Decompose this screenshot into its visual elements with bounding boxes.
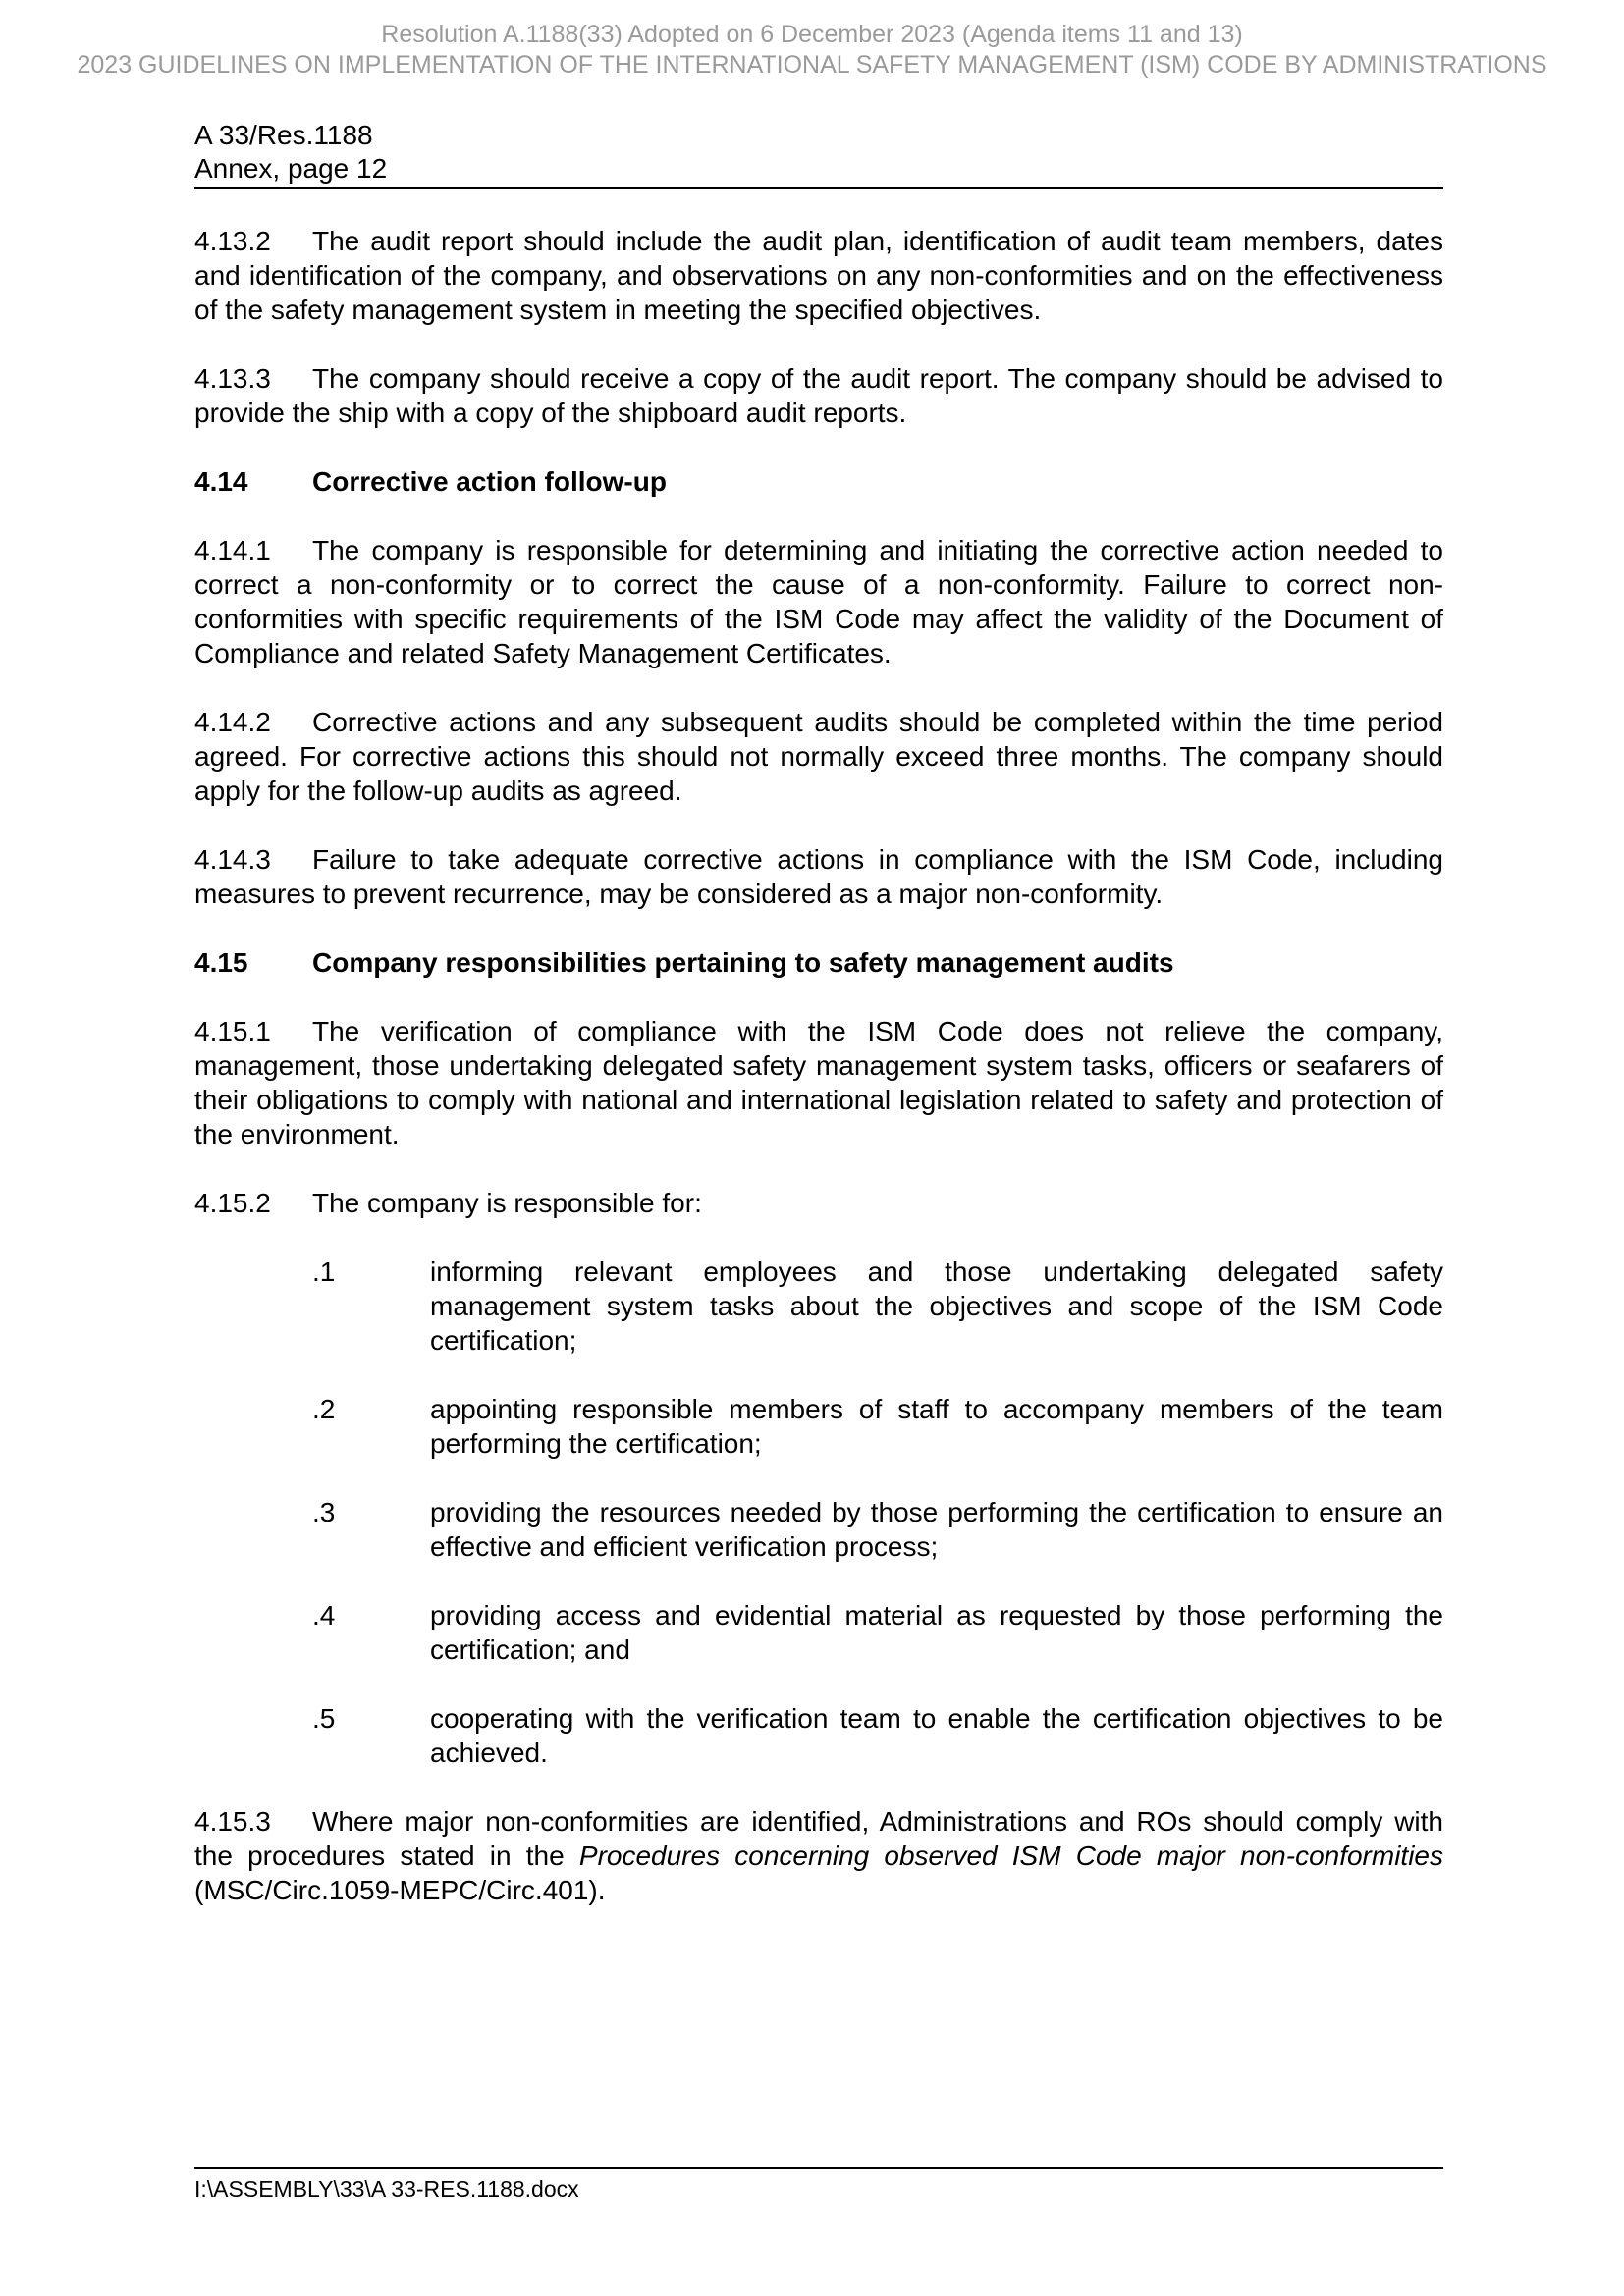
paragraph-text: Failure to take adequate corrective actions in compliance with the ISM Code, including measures to prevent recurrence, may be considered as a major non-conformity. xyxy=(194,844,1443,909)
paragraph-4-14-2 xyxy=(194,705,1443,808)
paragraph-4-14-1 xyxy=(194,533,1443,670)
heading-number: 4.14 xyxy=(194,466,248,497)
paragraph-text: The company should receive a copy of the audit report. The company should be advised to provide the ship with a copy of the shipboard audit reports. xyxy=(194,363,1443,428)
paragraph-text: Where major non-conformities are identified, Administrations and ROs should comply with the procedures stated in the xyxy=(194,1806,1443,1871)
page-header xyxy=(194,119,1443,189)
heading-title: Corrective action follow-up xyxy=(312,466,667,497)
list-item-text: cooperating with the verification team to enable the certification objectives to be achieved. xyxy=(430,1703,1443,1768)
list-item-number: .3 xyxy=(312,1497,336,1527)
paragraph-4-13-2 xyxy=(194,224,1443,327)
paragraph-text: The company is responsible for: xyxy=(312,1188,702,1218)
document-body xyxy=(194,224,1443,1942)
paragraph-number: 4.13.3 xyxy=(194,363,271,394)
watermark-resolution-line: Resolution A.1188(33) Adopted on 6 December 2023 (Agenda items 11 and 13) xyxy=(381,21,1243,48)
section-heading-4-15 xyxy=(194,945,1443,980)
paragraph-number: 4.14.2 xyxy=(194,707,271,737)
list-item-text: providing access and evidential material as requested by those performing the certification; and xyxy=(430,1600,1443,1665)
list-item-number: .5 xyxy=(312,1703,336,1734)
page-footer xyxy=(194,2167,1443,2203)
paragraph-number: 4.14.3 xyxy=(194,844,271,875)
list-item xyxy=(194,1598,1443,1667)
heading-number: 4.15 xyxy=(194,947,248,978)
paragraph-text: The company is responsible for determining and initiating the corrective action needed to correct a non-conformity or to correct the cause of a non-conformity. Failure to correct non-conformities with specific requirements of the ISM Code may affect the validity of the Document of Compliance and related Safety Management Certificates. xyxy=(194,535,1443,668)
circular-title-italic: Procedures concerning observed ISM Code major non-conformities xyxy=(578,1841,1444,1871)
list-item-number: .4 xyxy=(312,1600,336,1630)
list-item xyxy=(194,1701,1443,1770)
paragraph-4-13-3 xyxy=(194,361,1443,430)
paragraph-number: 4.13.2 xyxy=(194,226,271,256)
paragraph-text: Corrective actions and any subsequent audits should be completed within the time period agreed. For corrective actions this should not normally exceed three months. The company should apply for the follow-up audits as agreed. xyxy=(194,707,1443,806)
heading-title: Company responsibilities pertaining to safety management audits xyxy=(312,947,1174,978)
list-item-number: .2 xyxy=(312,1394,336,1424)
paragraph-4-15-2 xyxy=(194,1186,1443,1220)
list-item xyxy=(194,1255,1443,1358)
paragraph-4-15-1 xyxy=(194,1014,1443,1151)
file-path: I:\ASSEMBLY\33\A 33-RES.1188.docx xyxy=(194,2176,579,2202)
list-item xyxy=(194,1392,1443,1461)
paragraph-4-15-3 xyxy=(194,1804,1443,1907)
watermark-guidelines-title: 2023 GUIDELINES ON IMPLEMENTATION OF THE INTERNATIONAL SAFETY MANAGEMENT (ISM) CODE BY ADMINISTRATIONS xyxy=(77,51,1547,79)
paragraph-text: The verification of compliance with the ISM Code does not relieve the company, management, those undertaking delegated safety management system tasks, officers or seafarers of their obligations to comply with national and international legislation related to safety and protection of the environment. xyxy=(194,1016,1443,1149)
paragraph-number: 4.15.2 xyxy=(194,1188,271,1218)
paragraph-number: 4.15.1 xyxy=(194,1016,271,1046)
list-item-text: providing the resources needed by those performing the certification to ensure an effective and efficient verification process; xyxy=(430,1497,1443,1562)
paragraph-number: 4.15.3 xyxy=(194,1806,271,1837)
paragraph-text-tail: (MSC/Circ.1059-MEPC/Circ.401). xyxy=(194,1875,606,1905)
list-item xyxy=(194,1495,1443,1564)
paragraph-text: The audit report should include the audit plan, identification of audit team members, dates and identification of the company, and observations on any non-conformities and on the effectiveness of the safety management system in meeting the specified objectives. xyxy=(194,226,1443,325)
responsibilities-list xyxy=(194,1255,1443,1770)
list-item-number: .1 xyxy=(312,1256,336,1287)
section-heading-4-14 xyxy=(194,464,1443,499)
document-reference: A 33/Res.1188 xyxy=(194,120,373,150)
list-item-text: informing relevant employees and those undertaking delegated safety management system tasks about the objectives and scope of the ISM Code certification; xyxy=(430,1256,1443,1356)
annex-page-reference: Annex, page 12 xyxy=(194,153,388,184)
list-item-text: appointing responsible members of staff to accompany members of the team performing the certification; xyxy=(430,1394,1443,1459)
paragraph-number: 4.14.1 xyxy=(194,535,271,565)
paragraph-4-14-3 xyxy=(194,842,1443,911)
